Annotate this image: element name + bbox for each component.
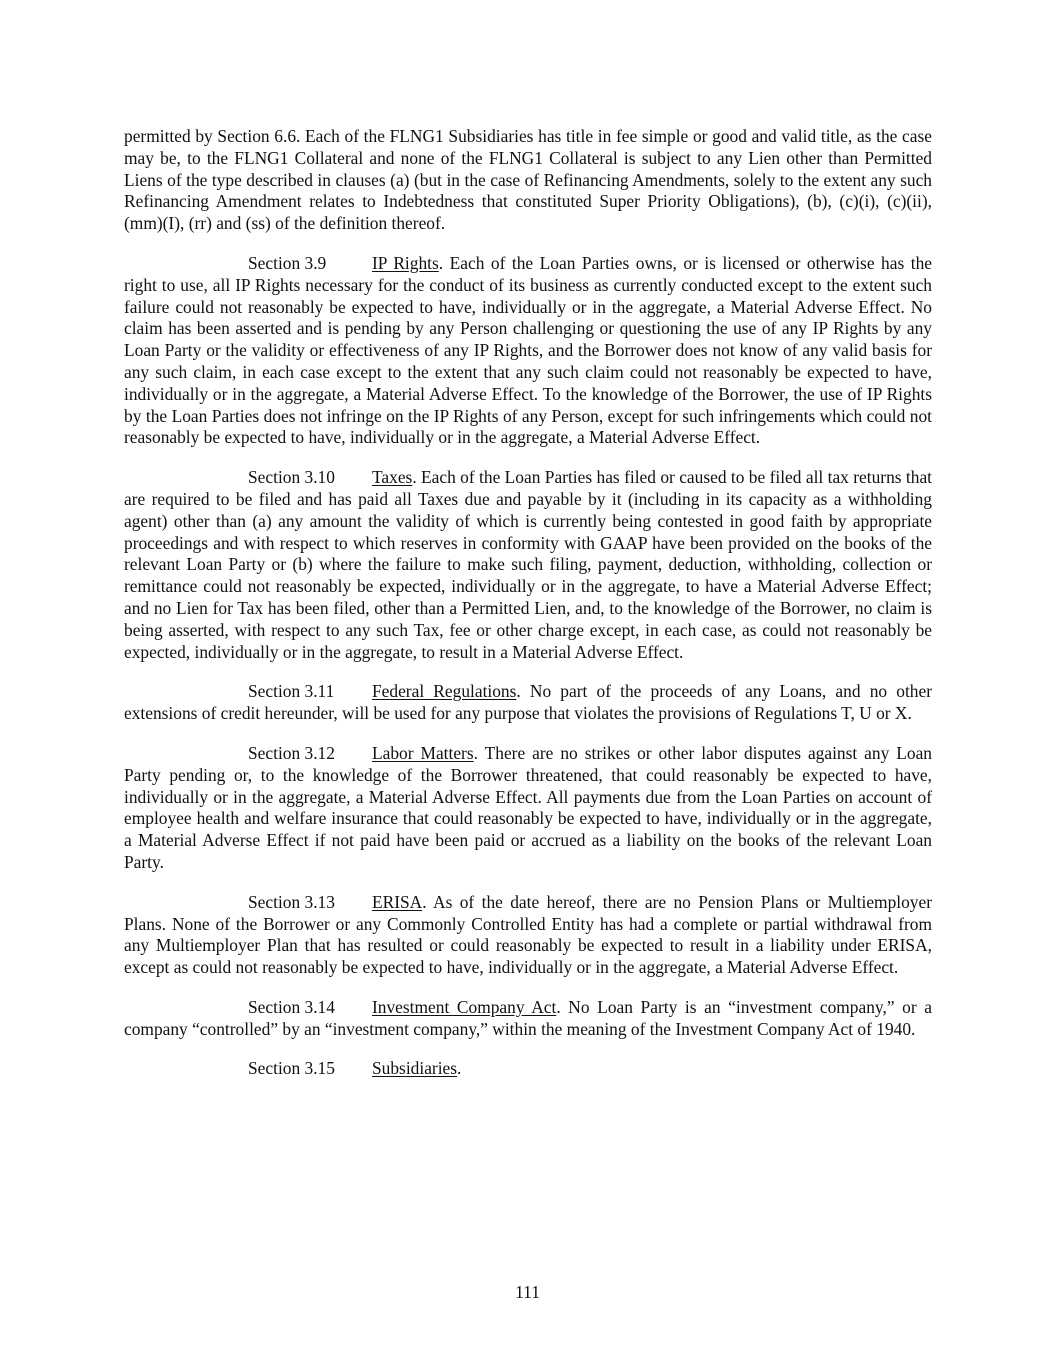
section-3-14	[124, 997, 932, 1041]
section-3-13	[124, 892, 932, 979]
intro-paragraph: permitted by Section 6.6. Each of the FLNG1 Subsidiaries has title in fee simple or good and valid title, as the case may be, to the FLNG1 Collateral and none of the FLNG1 Collateral is subject to any Lien other than Permitted Liens of the type described in clauses (a) (but in the case of Refinancing Amendments, solely to the extent any such Refinancing Amendment relates to Indebtedness that constituted Super Priority Obligations), (b), (c)(i), (c)(ii), (mm)(I), (rr) and (ss) of the definition thereof.	[124, 126, 932, 234]
section-number: Section 3.9	[248, 252, 327, 273]
section-body: . No part of the proceeds of any Loans, and no other extensions of credit hereunder, will be used for any purpose that violates the provisions of Regulations T, U or X.	[124, 681, 932, 724]
section-body: . Each of the Loan Parties owns, or is licensed or otherwise has the right to use, all IP Rights necessary for the conduct of its business as currently conducted except to the extent such failure could not reasonably be expected to have, individually or in the aggregate, a Material Adverse Effect. No claim has been asserted and is pending by any Person challenging or questioning the use of any IP Rights by any Loan Party or the validity or effectiveness of any IP Rights, and the Borrower does not know of any valid basis for any such claim, in each case except to the extent that any such claim could not reasonably be expected to have, individually or in the aggregate, a Material Adverse Effect. To the knowledge of the Borrower, the use of IP Rights by the Loan Parties does not infringe on the IP Rights of any Person, except for such infringements which could not reasonably be expected to have, individually or in the aggregate, a Material Adverse Effect.	[124, 252, 932, 448]
section-number: Section 3.14	[248, 996, 335, 1017]
section-title: IP Rights	[372, 252, 439, 273]
section-body: . As of the date hereof, there are no Pension Plans or Multiemployer Plans. None of the Borrower or any Commonly Controlled Entity has had a complete or partial withdrawal from any Multiemployer Plan that has resulted or could reasonably be expected to result in a liability under ERISA, except as could not reasonably be expected to have, individually or in the aggregate, a Material Adverse Effect.	[124, 891, 932, 978]
section-title: ERISA	[372, 891, 423, 912]
section-body: . No Loan Party is an “investment company,” or a company “controlled” by an “investment company,” within the meaning of the Investment Company Act of 1940.	[124, 996, 933, 1039]
section-3-15	[124, 1058, 932, 1080]
section-number: Section 3.15	[248, 1058, 335, 1079]
section-title: Labor Matters	[372, 742, 474, 763]
section-title: Investment Company Act	[372, 996, 557, 1017]
section-number: Section 3.13	[248, 891, 335, 912]
section-3-10	[124, 467, 932, 663]
section-number: Section 3.10	[248, 467, 335, 488]
section-number: Section 3.11	[248, 681, 335, 702]
section-3-9	[124, 253, 932, 449]
section-body: . Each of the Loan Parties has filed or caused to be filed all tax returns that are required to be filed and has paid all Taxes due and payable by it (including in its capacity as a withholding agent) other than (a) any amount the validity of which is currently being contested in good faith by appropriate proceedings and with respect to which reserves in conformity with GAAP have been provided on the books of the relevant Loan Party or (b) where the failure to make such filing, payment, deduction, withholding, collection or remittance could not reasonably be expected, individually or in the aggregate, to have a Material Adverse Effect; and no Lien for Tax has been filed, other than a Permitted Lien, and, to the knowledge of the Borrower, no claim is being asserted, with respect to any such Tax, fee or other charge except, in each case, as could not reasonably be expected, individually or in the aggregate, to result in a Material Adverse Effect.	[124, 467, 932, 662]
section-body: . There are no strikes or other labor disputes against any Loan Party pending or, to the knowledge of the Borrower threatened, that could reasonably be expected to have, individually or in the aggregate, a Material Adverse Effect. All payments due from the Loan Parties on account of employee health and welfare insurance that could reasonably be expected to have, individually or in the aggregate, a Material Adverse Effect if not paid have been paid or accrued as a liability on the books of the relevant Loan Party.	[124, 742, 932, 872]
page-number: 111	[515, 1282, 540, 1302]
section-title: Subsidiaries	[372, 1058, 458, 1079]
section-3-12	[124, 743, 932, 874]
section-title: Taxes	[372, 467, 413, 488]
document-page	[124, 126, 932, 1098]
section-body: .	[457, 1058, 462, 1079]
section-3-11	[124, 681, 932, 725]
section-title: Federal Regulations	[372, 681, 517, 702]
section-number: Section 3.12	[248, 742, 335, 763]
